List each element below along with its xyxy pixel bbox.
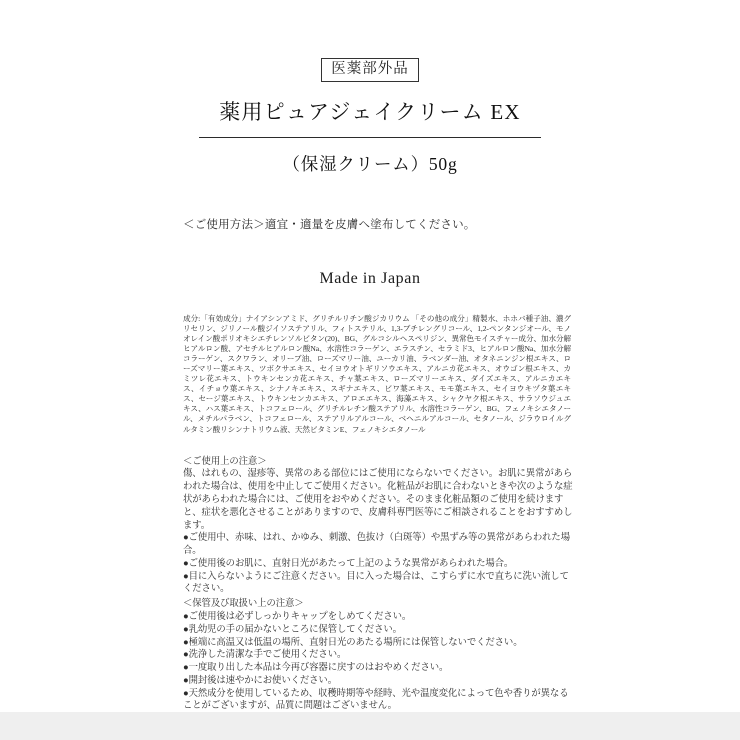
cautions-heading-storage: ＜保管及び取扱い上の注意＞ [183, 599, 304, 610]
caution-line: ●ご使用中、赤味、はれ、かゆみ、刺激、色抜け（白斑等）や黒ずみ等の異常があらわれた場合。 [183, 533, 570, 557]
made-in-japan-text: Made in Japan [319, 269, 421, 287]
storage-line: ●一度取り出した本品は今再び容器に戻すのはおやめください。 [183, 663, 449, 674]
storage-line: ●天然成分を使用しているため、収穫時期等や経時、光や温度変化によって色や香りが異なることがございますが、品質に問題はございません。 [183, 688, 569, 712]
badge-row [0, 58, 740, 82]
caution-line: ●ご使用後のお肌に、直射日光があたって上記のような異常があらわれた場合。 [183, 558, 514, 569]
bottom-band [0, 712, 740, 740]
caution-line: 傷、はれもの、湿疹等、異常のある部位にはご使用にならないでください。お肌に異常があらわれた場合は、使用を中止してご使用ください。化粧品がお肌に合わないときや次のような症状があらわれた場合には、ご使用をおやめください。そのまま化粧品類のご使用を続けますと、症状を悪化させることがありますので、皮膚科専門医等にご相談されることをおすすめします。 [183, 469, 573, 531]
storage-line: ●ご使用後は必ずしっかりキャップをしめてください。 [183, 612, 412, 622]
cautions-section [183, 456, 573, 714]
storage-line: ●開封後は速やかにお使いください。 [183, 675, 337, 686]
title-divider [199, 137, 541, 138]
product-title: 薬用ピュアジェイクリーム EX [219, 99, 521, 124]
quasi-drug-badge: 医薬部外品 [321, 58, 419, 82]
storage-line: ●極端に高温又は低温の場所、直射日光のあたる場所には保管しないでください。 [183, 637, 523, 648]
storage-line: ●洗浄した清潔な手でご使用ください。 [183, 650, 347, 661]
usage-instructions: ＜ご使用方法＞適宜・適量を皮膚へ塗布してください。 [183, 218, 476, 231]
product-subtitle: （保湿クリーム）50g [282, 153, 458, 174]
caution-line: ●目に入らないようにご注意ください。目に入った場合は、こすらずに水で直ちに洗い流してください。 [183, 571, 569, 595]
storage-line: ●乳幼児の手の届かないところに保管してください。 [183, 624, 402, 635]
cautions-heading-use: ＜ご使用上の注意＞ [183, 456, 267, 467]
ingredients-list: 成分:「有効成分」ナイアシンアミド、グリチルリチン酸ジカリウム 「その他の成分」精製水、ホホバ種子油、濃グリセリン、ジリノール酸ジイソステアリル、フィトステリル、1,3-ブチレングリコール、1,2-ペンタンジオール、モノオレイン酸ポリオキシエチレンソルビタン(20)、BG、グルコシルヘスペリジン、異常色モイスチャー成分、加水分解ヒアルロン酸、アセチルヒアルロン酸Na、水溶性コラーゲン、エラスチン、セラミド3、ヒアルロン酸Na、加水分解コラーゲン、スクワラン、オリーブ油、ローズマリー油、ユーカリ油、ラベンダー油、オタネニンジン根エキス、ローズマリー葉エキス、ツボクサエキス、セイヨウオトギリソウエキス、アルニカ花エキス、オウゴン根エキス、カミツレ花エキス、トウキンセンカ花エキス、チャ葉エキス、ローズマリーエキス、ダイズエキス、アルニカエキス、イチョウ葉エキス、シナノキエキス、スギナエキス、ビワ葉エキス、モモ葉エキス、セイヨウキヅタ葉エキス、セージ葉エキス、トウキンセンカエキス、アロエエキス、海藻エキス、シャクヤク根エキス、サラソウジュエキス、ハス葉エキス、トコフェロール、グリチルレチン酸ステアリル、水溶性コラーゲン、BG、フェノキシエタノール、メチルパラベン、トコフェロール、ステアリルアルコール、ベヘニルアルコール、セタノール、ジラウロイルグルタミン酸リシンナトリウム液、天然ビタミンE、フェノキシエタノール [183, 313, 572, 434]
